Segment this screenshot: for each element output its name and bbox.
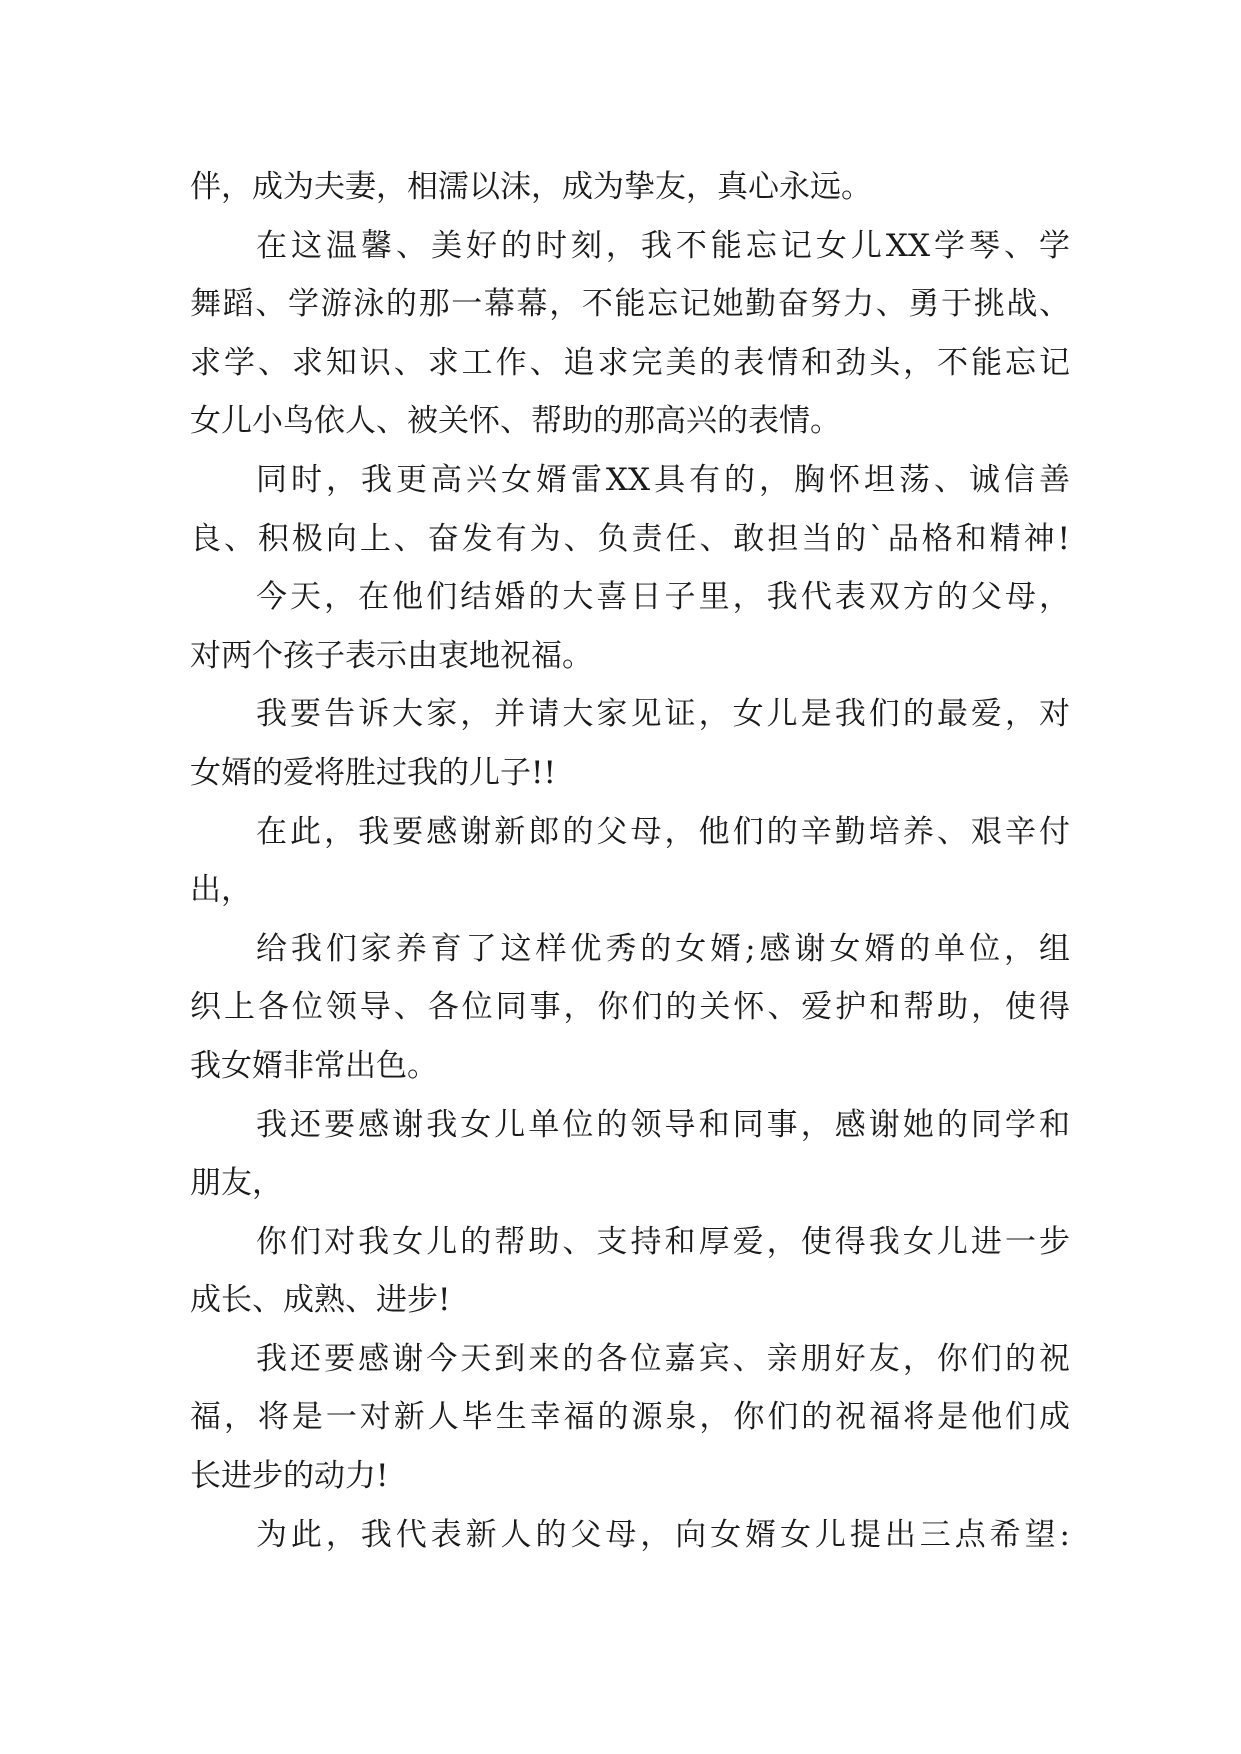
text-line: 为此，我代表新人的父母，向女婿女儿提出三点希望:	[256, 1516, 1070, 1553]
text-line: 舞蹈、学游泳的那一幕幕，不能忘记她勤奋努力、勇于挑战、	[190, 286, 1070, 323]
text-line: 我要告诉大家，并请大家见证，女儿是我们的最爱，对	[256, 696, 1070, 733]
text-line: 我还要感谢我女儿单位的领导和同事，感谢她的同学和	[256, 1106, 1070, 1143]
text-line: 我女婿非常出色。	[190, 1047, 438, 1084]
text-line: 长进步的动力!	[190, 1458, 389, 1495]
text-line: 出，	[190, 872, 252, 909]
text-line: 伴，成为夫妻，相濡以沫，成为挚友，真心永远。	[190, 169, 872, 205]
text-line: 求学、求知识、求工作、追求完美的表情和劲头，不能忘记	[190, 344, 1070, 381]
text-line: 在这温馨、美好的时刻，我不能忘记女儿XX学琴、学	[256, 227, 1070, 264]
text-line: 同时，我更高兴女婿雷XX具有的，胸怀坦荡、诚信善	[256, 461, 1070, 498]
text-line: 福，将是一对新人毕生幸福的源泉，你们的祝福将是他们成	[190, 1399, 1070, 1436]
body-text	[190, 158, 1070, 1564]
text-line: 良、积极向上、奋发有为、负责任、敢担当的`品格和精神!	[190, 520, 1070, 557]
text-line: 我还要感谢今天到来的各位嘉宾、亲朋好友，你们的祝	[256, 1340, 1070, 1377]
text-line: 你们对我女儿的帮助、支持和厚爱，使得我女儿进一步	[256, 1223, 1070, 1260]
text-line: 对两个孩子表示由衷地祝福。	[190, 637, 593, 674]
text-line: 女儿小鸟依人、被关怀、帮助的那高兴的表情。	[190, 403, 841, 440]
text-line: 在此，我要感谢新郎的父母，他们的辛勤培养、艰辛付	[256, 813, 1070, 850]
text-line: 织上各位领导、各位同事，你们的关怀、爱护和帮助，使得	[190, 989, 1070, 1026]
text-line: 今天，在他们结婚的大喜日子里，我代表双方的父母，	[256, 579, 1070, 616]
text-line: 成长、成熟、进步!	[190, 1282, 451, 1319]
text-line: 女婿的爱将胜过我的儿子!!	[190, 754, 556, 791]
text-line: 给我们家养育了这样优秀的女婿;感谢女婿的单位，组	[256, 930, 1070, 967]
text-line: 朋友，	[190, 1165, 283, 1202]
